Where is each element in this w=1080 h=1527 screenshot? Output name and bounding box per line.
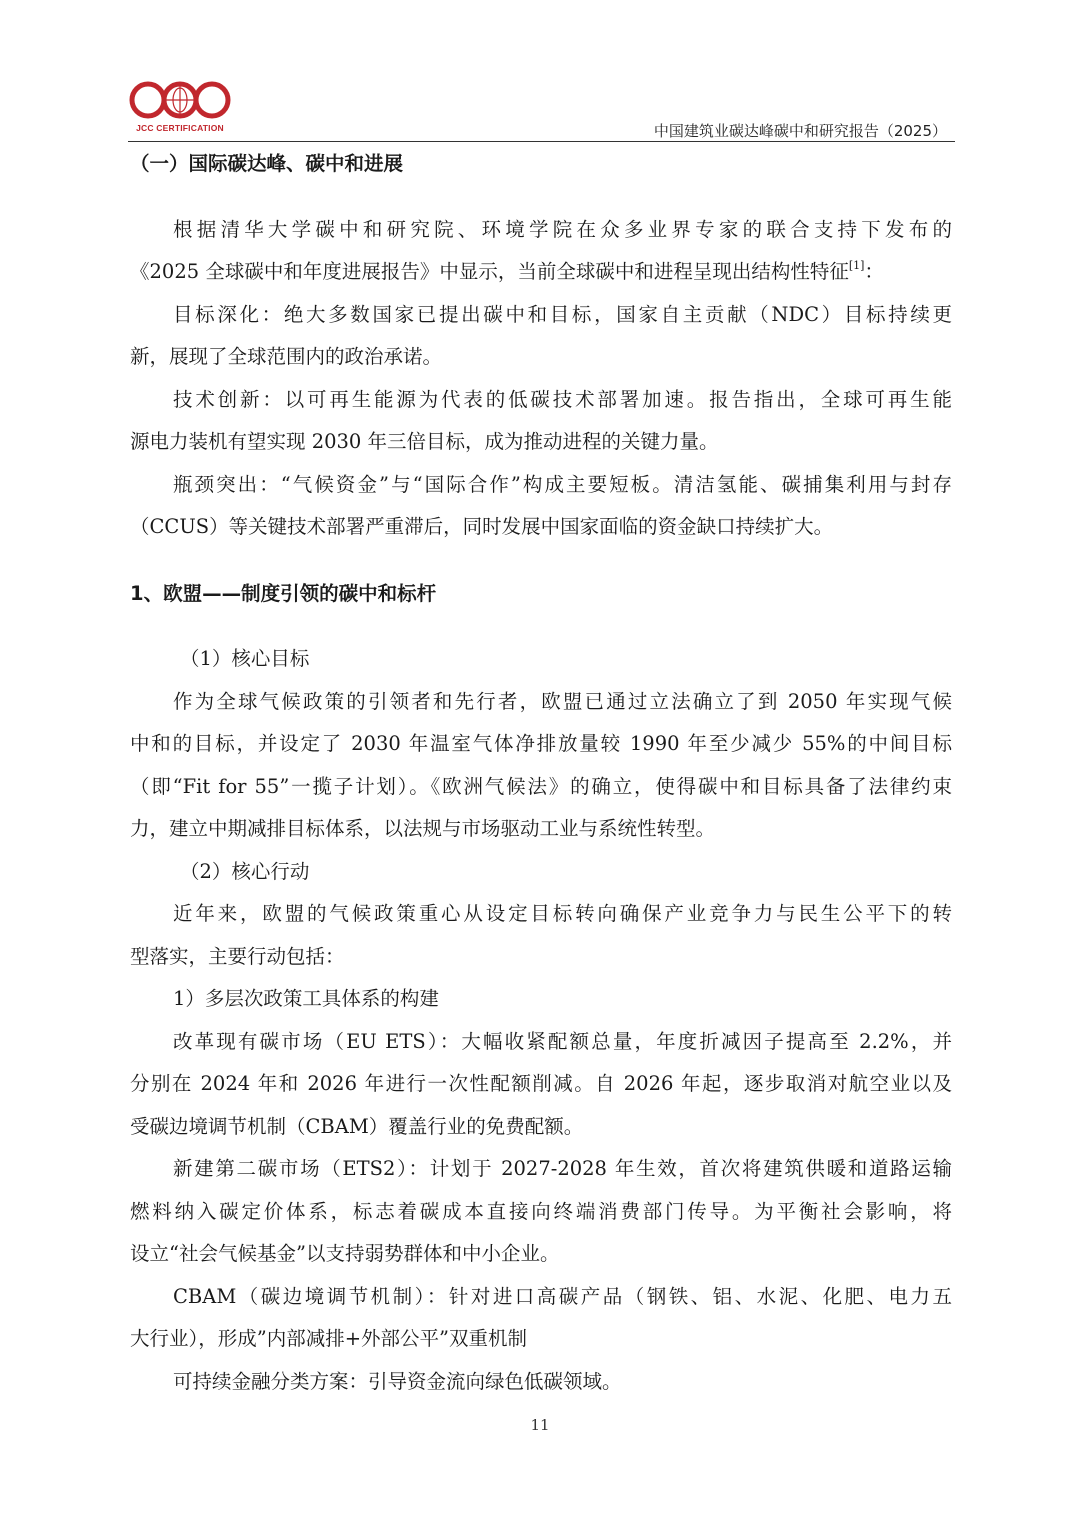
goal-line-2: 中和的目标，并设定了 2030 年温室气体净排放量较 1990 年至少减少 55%的中间目标 [130, 732, 952, 755]
tech-line-1: 技术创新：以可再生能源为代表的低碳技术部署加速。报告指出，全球可再生能 [173, 388, 952, 411]
logo-text: JCC CERTIFICATION [136, 123, 224, 133]
bottleneck-line-2: （CCUS）等关键技术部署严重滞后，同时发展中国家面临的资金缺口持续扩大。 [130, 515, 834, 538]
cbam-line-1: CBAM（碳边境调节机制）：针对进口高碳产品（钢铁、铝、水泥、化肥、电力五 [173, 1285, 952, 1308]
ets2-line-3: 设立“社会气候基金”以支持弱势群体和中小企业。 [130, 1242, 560, 1265]
ets2-line-2: 燃料纳入碳定价体系，标志着碳成本直接向终端消费部门传导。为平衡社会影响，将 [130, 1200, 952, 1223]
finance-line: 可持续金融分类方案：引导资金流向绿色低碳领域。 [173, 1370, 622, 1393]
cbam-line-2: 大行业），形成”内部减排+外部公平”双重机制 [130, 1327, 528, 1350]
section-title: （一）国际碳达峰、碳中和进展 [130, 152, 404, 175]
report-header-title: 中国建筑业碳达峰碳中和研究报告（2025） [653, 122, 947, 140]
ets-line-2: 分别在 2024 年和 2026 年进行一次性配额削减。自 2026 年起，逐步取消对航空业以及 [130, 1072, 952, 1095]
intro-line-1: 根据清华大学碳中和研究院、环境学院在众多业界专家的联合支持下发布的 [173, 218, 952, 241]
policy-title: 1）多层次政策工具体系的构建 [173, 987, 439, 1010]
target-line-1: 目标深化：绝大多数国家已提出碳中和目标，国家自主贡献（NDC）目标持续更 [173, 303, 952, 326]
ets-line-3: 受碳边境调节机制（CBAM）覆盖行业的免费配额。 [130, 1115, 584, 1138]
ets-line-1: 改革现有碳市场（EU ETS）：大幅收紧配额总量，年度折减因子提高至 2.2%，并 [173, 1030, 952, 1053]
intro-line-2 [130, 260, 884, 284]
jcc-logo [128, 78, 232, 136]
core-goal-title: （1）核心目标 [180, 647, 310, 670]
intro-line-2-end: ： [864, 260, 884, 283]
citation-ref: [1] [848, 259, 865, 272]
core-action-title: （2）核心行动 [180, 860, 310, 883]
tech-line-2: 源电力装机有望实现 2030 年三倍目标，成为推动进程的关键力量。 [130, 430, 719, 453]
logo-rings-icon [128, 78, 232, 122]
goal-line-1: 作为全球气候政策的引领者和先行者，欧盟已通过立法确立了到 2050 年实现气候 [173, 690, 952, 713]
intro-line-2-text: 《2025 全球碳中和年度进展报告》中显示，当前全球碳中和进程呈现出结构性特征 [130, 260, 849, 283]
action-line-1: 近年来，欧盟的气候政策重心从设定目标转向确保产业竞争力与民生公平下的转 [173, 902, 952, 925]
goal-line-3: （即“Fit for 55”一揽子计划）。《欧洲气候法》的确立，使得碳中和目标具备了法律约束 [130, 775, 952, 798]
header-divider [128, 141, 955, 142]
bottleneck-line-1: 瓶颈突出：“气候资金”与“国际合作”构成主要短板。清洁氢能、碳捕集利用与封存 [173, 473, 952, 496]
page-number: 11 [530, 1416, 550, 1434]
goal-line-4: 力，建立中期减排目标体系，以法规与市场驱动工业与系统性转型。 [130, 817, 716, 840]
target-line-2: 新，展现了全球范围内的政治承诺。 [130, 345, 443, 368]
action-line-2: 型落实，主要行动包括： [130, 945, 345, 968]
ets2-line-1: 新建第二碳市场（ETS2）：计划于 2027-2028 年生效，首次将建筑供暖和道路运输 [173, 1157, 952, 1180]
eu-heading: 1、欧盟——制度引领的碳中和标杆 [130, 582, 437, 605]
